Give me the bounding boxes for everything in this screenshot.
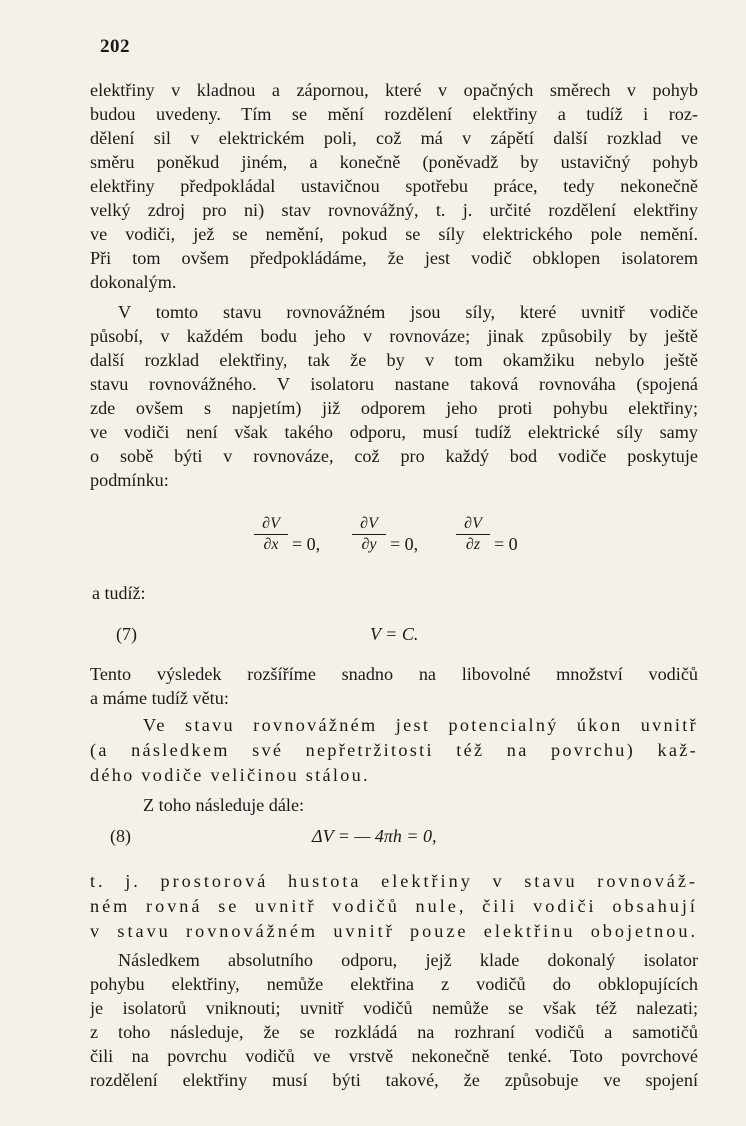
equation-rhs: = 0 [494,534,518,554]
emphasis-line: v stavu rovnovážném uvnitř pouze elektřinu obojetnou. [90,921,698,941]
page-number: 202 [100,36,130,57]
text-line: budou uvedeny. Tím se mění rozdělení elektřiny a tudíž i roz- [90,104,698,124]
text-line: pohybu elektřiny, nemůže elektřina z vodičů do obklopujících [90,974,698,994]
fraction-bar [456,534,490,535]
text-line: elektřiny v kladnou a zápornou, které v opačných směrech v pohyb [90,80,698,100]
emphasis-line: t. j. prostorová hustota elektřiny v stavu rovnováž- [90,871,698,891]
text-line: o sobě býti v rovnováze, což pro každý bod vodiče poskytuje [90,446,698,466]
text-line: a tudíž: [92,583,146,603]
text-line: velký zdroj pro ni) stav rovnovážný, t. j. určité rozdělení elektřiny [90,200,698,220]
text-line: další rozklad elektřiny, tak že by v tom okamžiku nebylo ještě [90,350,698,370]
fraction-numerator: ∂V [464,515,482,532]
fraction-bar [254,534,288,535]
fraction-denominator: ∂x [263,536,279,553]
text-line: elektřiny předpokládal ustavičnou spotřebu práce, tedy nekonečně [90,176,698,196]
text-line: podmínku: [90,470,169,490]
equation-label: (7) [116,624,137,644]
text-line: dokonalým. [90,272,177,292]
text-line: směru poněkud jiném, a konečně (poněvadž by ustavičný pohyb [90,152,698,172]
theorem-line: dého vodiče veličinou stálou. [90,765,370,785]
text-line: a máme tudíž větu: [90,688,229,708]
equation-rhs: = 0, [292,534,321,554]
equation-7: V = C. [370,624,419,644]
text-line: dělení sil v elektrickém poli, což má v zápětí další rozklad ve [90,128,698,148]
text-line: zde ovšem s napjetím) již odporem jeho proti pohybu elektřiny; [90,398,698,418]
text-line: ve vodiči není však takého odporu, musí tudíž elektrické síly samy [90,422,698,442]
fraction-bar [352,534,386,535]
theorem-line: Ve stavu rovnovážném jest potencialný úkon uvnitř [143,715,698,735]
text-line: působí, v každém bodu jeho v rovnováze; jinak způsobily by ještě [90,326,698,346]
text-line: je isolatorů vniknouti; uvnitř vodičů nemůže se však též nalezati; [90,998,698,1018]
text-line: V tomto stavu rovnovážném jsou síly, které uvnitř vodiče [118,302,698,322]
text-line: Tento výsledek rozšíříme snadno na libovolné množství vodičů [90,664,698,684]
fraction-numerator: ∂V [360,515,378,532]
text-line: čili na povrchu vodičů ve vrstvě nekonečně tenké. Toto povrchové [90,1046,698,1066]
text-line: z toho následuje, že se rozkládá na rozhraní vodičů a samotičů [90,1022,698,1042]
equation-label: (8) [110,826,131,846]
equation-8: ΔV = — 4πh = 0, [312,826,437,846]
fraction-denominator: ∂z [465,536,481,553]
text-line: stavu rovnovážného. V isolatoru nastane taková rovnováha (spojená [90,374,698,394]
fraction [352,515,386,554]
fraction [456,515,490,554]
emphasis-line: ném rovná se uvnitř vodičů nule, čili vodiči obsahují [90,896,698,916]
fraction-numerator: ∂V [262,515,280,532]
equation-rhs: = 0, [390,534,419,554]
text-line: rozdělení elektřiny musí býti takové, že způsobuje ve spojení [90,1070,698,1090]
text-line: Z toho následuje dále: [143,795,305,815]
fraction [254,515,288,554]
fraction-denominator: ∂y [361,536,377,553]
text-line: ve vodiči, jež se nemění, pokud se síly elektrického pole nemění. [90,224,698,244]
text-line: Následkem absolutního odporu, jejž klade dokonalý isolator [118,950,698,970]
text-line: Při tom ovšem předpokládáme, že jest vodič obklopen isolatorem [90,248,698,268]
theorem-line: (a následkem své nepřetržitosti též na povrchu) kaž- [90,740,698,760]
